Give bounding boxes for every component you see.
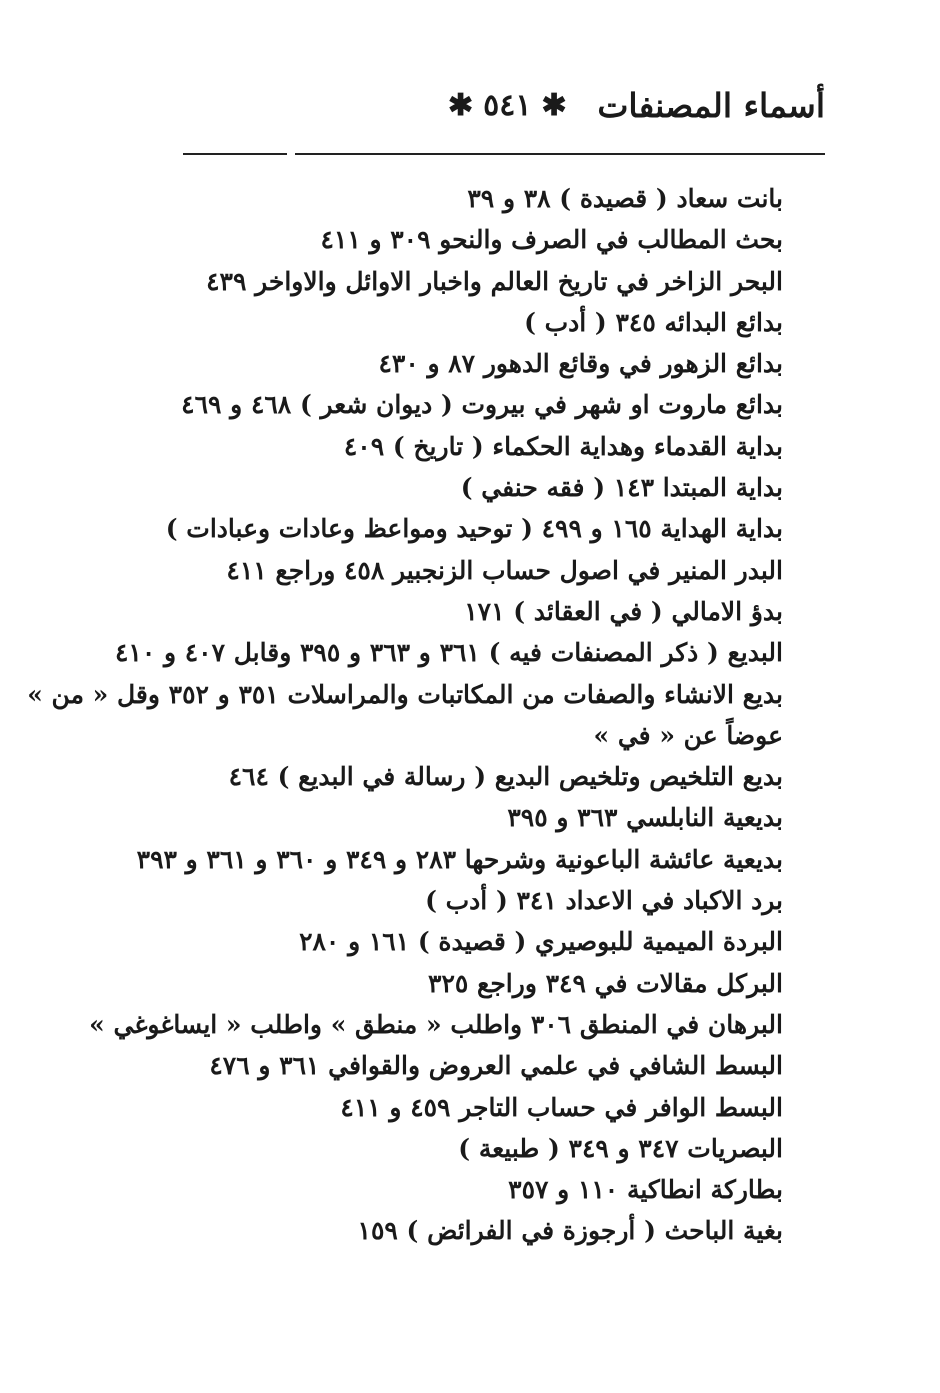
index-entry: البسط الشافي في علمي العروض والقوافي ٣٦١ و ٤٧٦ — [209, 1051, 783, 1081]
index-entry: البركل مقالات في ٣٤٩ وراجع ٣٢٥ — [428, 968, 783, 998]
index-entry: بدائع الزهور في وقائع الدهور ٨٧ و ٤٣٠ — [378, 349, 783, 379]
ornament-right-icon: ✱ — [541, 87, 567, 123]
page-number: ٥٤١ — [483, 88, 532, 123]
ornament-left-icon: ✱ — [448, 87, 474, 123]
index-entry: البحر الزاخر في تاريخ العالم واخبار الاوائل والاواخر ٤٣٩ — [206, 266, 783, 296]
index-entry: بحث المطالب في الصرف والنحو ٣٠٩ و ٤١١ — [320, 225, 783, 255]
index-entry: بطاركة انطاكية ١١٠ و ٣٥٧ — [508, 1175, 783, 1205]
index-entry: بديعية عائشة الباعونية وشرحها ٢٨٣ و ٣٤٩ و ٣٦٠ و ٣٦١ و ٣٩٣ — [136, 844, 783, 874]
page-number-group — [448, 88, 567, 123]
index-entry: البسط الوافر في حساب التاجر ٤٥٩ و ٤١١ — [340, 1092, 783, 1122]
running-title: أسماء المصنفات — [597, 86, 825, 125]
index-entries — [27, 178, 783, 1252]
index-entry: بداية المبتدا ١٤٣ ( فقه حنفي ) — [460, 473, 783, 503]
index-entry: بدؤ الامالي ( في العقائد ) ١٧١ — [464, 596, 783, 626]
index-entry: بدائع ماروت او شهر في بيروت ( ديوان شعر ) ٤٦٨ و ٤٦٩ — [181, 390, 783, 420]
index-entry: البرهان في المنطق ٣٠٦ واطلب « منطق » واطلب « ايساغوغي » — [89, 1009, 783, 1039]
index-entry: بداية الهداية ١٦٥ و ٤٩٩ ( توحيد ومواعظ وعادات وعبادات ) — [165, 514, 783, 544]
index-entry: بديع الانشاء والصفات من المكاتبات والمراسلات ٣٥١ و ٣٥٢ وقل « من » — [27, 679, 783, 709]
index-entry: بدائع البدائه ٣٤٥ ( أدب ) — [524, 307, 783, 337]
index-entry: البديع ( ذكر المصنفات فيه ) ٣٦١ و ٣٦٣ و ٣٩٥ وقابل ٤٠٧ و ٤١٠ — [114, 638, 783, 668]
index-entry: بغية الباحث ( أرجوزة في الفرائض ) ١٥٩ — [357, 1216, 783, 1246]
index-entry: برد الاكباد في الاعداد ٣٤١ ( أدب ) — [425, 886, 783, 916]
header-rule-left — [183, 153, 287, 155]
index-entry: بانت سعاد ( قصيدة ) ٣٨ و ٣٩ — [467, 184, 783, 213]
index-entry: بداية القدماء وهداية الحكماء ( تاريخ ) ٤٠٩ — [343, 431, 783, 461]
index-entry: البصريات ٣٤٧ و ٣٤٩ ( طبيعة ) — [458, 1133, 783, 1163]
index-entry: بديعية النابلسي ٣٦٣ و ٣٩٥ — [507, 803, 783, 833]
header-rule-right — [295, 153, 825, 155]
page-header — [180, 78, 825, 138]
index-entry: عوضاً عن « في » — [593, 720, 783, 750]
index-entry: بديع التلخيص وتلخيص البديع ( رسالة في البديع ) ٤٦٤ — [228, 762, 783, 792]
index-entry: البدر المنير في اصول حساب الزنجبير ٤٥٨ وراجع ٤١١ — [226, 555, 783, 585]
index-entry: البردة الميمية للبوصيري ( قصيدة ) ١٦١ و ٢٨٠ — [299, 927, 783, 957]
